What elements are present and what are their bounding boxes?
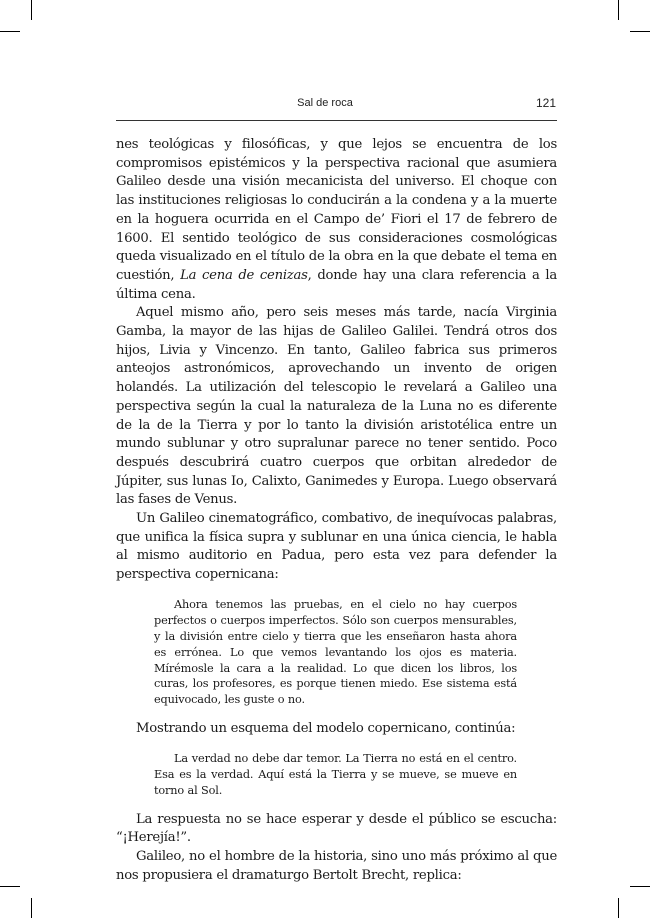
crop-mark xyxy=(630,886,650,887)
quote-text: Ahora tenemos las pruebas, en el cielo no hay cuerpos perfectos o cuerpos imperfectos. Sólo son cuerpos mensurables, y la división entre cielo y tierra que les enseñaron hasta ahora es errónea. Lo que vemos levantando los ojos es materia. Mírémosle la cara a la realidad. Lo que dicen los libros, los curas, los profesores, es porque tienen miedo. Ese sistema está equivocado, les guste o no. xyxy=(154,597,517,707)
page-body xyxy=(116,136,557,885)
crop-mark xyxy=(31,0,32,20)
crop-mark xyxy=(31,898,32,918)
paragraph-text: , donde hay una clara referencia a la última cena. xyxy=(116,267,558,302)
running-header-title: Sal de roca xyxy=(297,97,353,109)
paragraph: Un Galileo cinematográfico, combativo, de inequívocas palabras, que unifica la física supra y sublunar en una única ciencia, le habla al mismo auditorio en Padua, pero esta vez para defender la perspectiva copernicana: xyxy=(116,511,557,583)
crop-mark xyxy=(618,0,619,20)
crop-mark xyxy=(618,898,619,918)
header-rule xyxy=(116,120,557,121)
paragraph-text: nes teológicas y filosóficas, y que lejos se encuentra de los compromisos epistémicos y la perspectiva racional que asumiera Galileo desde una visión mecanicista del universo. El choque con las instituciones religiosas lo conducirán a la condena y a la muerte en la hoguera ocurrida en el Campo de’ Fiori el 17 de febrero de 1600. El sentido teológico de sus consideraciones cosmológicas queda visualizado en el título de la obra en la que debate el tema en cuestión, xyxy=(116,137,557,283)
crop-mark xyxy=(630,31,650,32)
paragraph: La respuesta no se hace esperar y desde el público se escucha: “¡Herejía!”. xyxy=(116,811,557,846)
paragraph xyxy=(116,136,557,304)
book-title: La cena de cenizas xyxy=(180,267,308,283)
crop-mark xyxy=(0,886,20,887)
crop-mark xyxy=(0,31,20,32)
quote-text: La verdad no debe dar temor. La Tierra no está en el centro. Esa es la verdad. Aquí está la Tierra y se mueve, se mueve en torno al Sol. xyxy=(154,751,517,797)
paragraph: Aquel mismo año, pero seis meses más tarde, nacía Virginia Gamba, la mayor de las hijas de Galileo Galilei. Tendrá otros dos hijos, Livia y Vincenzo. En tanto, Galileo fabrica sus primeros anteojos astronómicos, aprovechando un invento de origen holandés. La utilización del telescopio le revelará a Galileo una perspectiva según la cual la naturaleza de la Luna no es diferente de la de la Tierra y por lo tanto la división aristotélica entre un mundo sublunar y otro supralunar parece no tener sentido. Poco después descubrirá cuatro cuerpos que orbitan alrededor de Júpiter, sus lunas Io, Calixto, Ganimedes y Europa. Luego observará las fases de Venus. xyxy=(116,305,557,508)
block-quote xyxy=(154,751,517,799)
paragraph: Galileo, no el hombre de la historia, sino uno más próximo al que nos propusiera el dramaturgo Bertolt Brecht, replica: xyxy=(116,849,557,883)
page-number: 121 xyxy=(535,96,556,110)
paragraph: Mostrando un esquema del modelo copernicano, continúa: xyxy=(136,721,516,737)
block-quote xyxy=(154,597,517,708)
